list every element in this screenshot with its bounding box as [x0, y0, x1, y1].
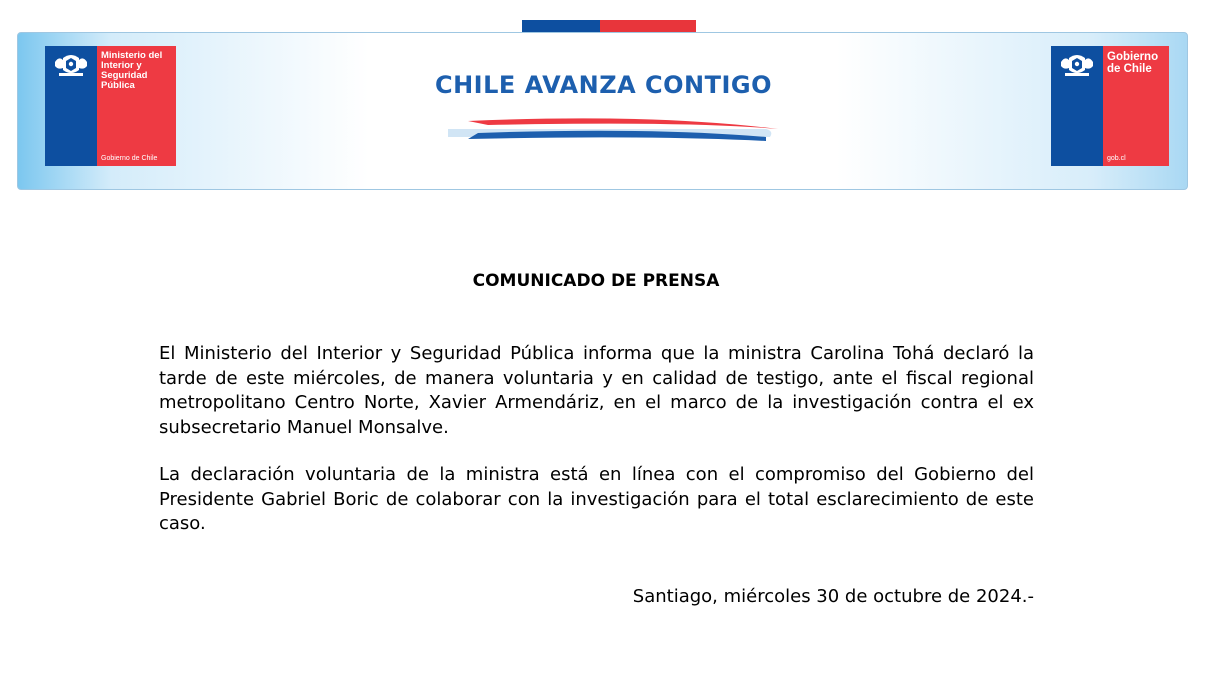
flag-stripe-blue: [522, 20, 600, 32]
government-logo-blue: [1051, 46, 1103, 166]
government-logo: [1051, 46, 1169, 166]
paragraph-1: El Ministerio del Interior y Seguridad Pública informa que la ministra Carolina Tohá declaró la tarde de este miércoles, de manera voluntaria y en calidad de testigo, ante el fiscal regional metropolitano Centro Norte, Xavier Armendáriz, en el marco de la investigación contra el ex subsecretario Manuel Monsalve.: [159, 343, 1034, 438]
government-logo-footer: gob.cl: [1107, 155, 1126, 162]
ministry-logo-red: [97, 46, 176, 166]
ministry-name: Ministerio del Interior y Seguridad Pública: [101, 50, 163, 91]
ministry-logo: [45, 46, 176, 166]
flag-stripe: [522, 20, 696, 32]
swoosh-graphic: [448, 115, 778, 147]
government-logo-red: [1103, 46, 1169, 166]
ministry-logo-footer: Gobierno de Chile: [101, 155, 158, 162]
signoff-date: Santiago, miércoles 30 de octubre de 2024.-: [632, 586, 1034, 607]
ministry-logo-blue: [45, 46, 97, 166]
slogan: CHILE AVANZA CONTIGO: [434, 71, 773, 99]
page-title: COMUNICADO DE PRENSA: [472, 271, 720, 291]
coat-of-arms-icon: [1059, 52, 1095, 78]
header-banner: [17, 32, 1188, 190]
flag-stripe-red: [600, 20, 696, 32]
government-name: Gobierno de Chile: [1107, 51, 1159, 75]
paragraph-2: La declaración voluntaria de la ministra está en línea con el compromiso del Gobierno del Presidente Gabriel Boric de colaborar con la investigación para el total esclarecimiento de este caso.: [159, 464, 1034, 534]
